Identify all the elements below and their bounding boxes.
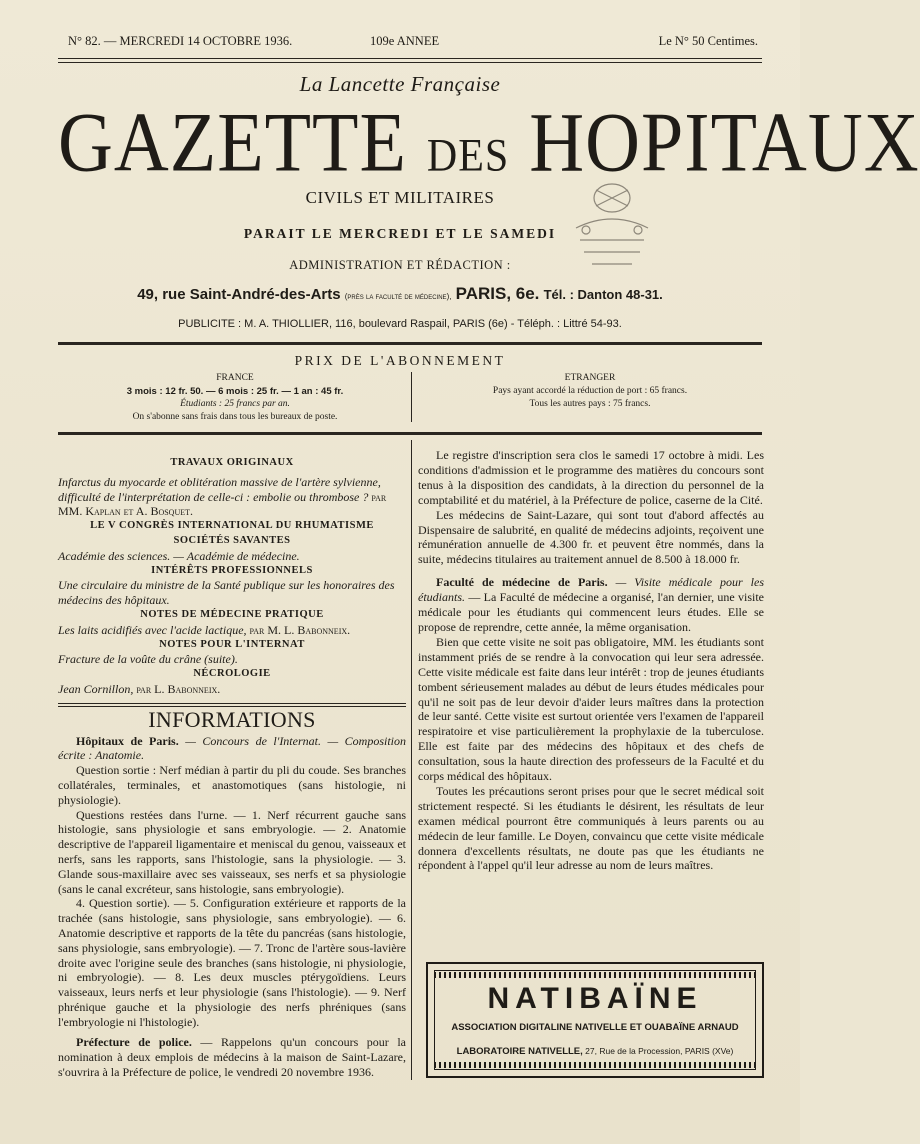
natibaine-advert [426, 962, 764, 1078]
masthead-word-gazette: GAZETTE [58, 95, 407, 190]
subscription-france [90, 372, 380, 424]
toc-item-title: Jean Cornillon, [58, 681, 134, 696]
toc-heading: NÉCROLOGIE [193, 668, 271, 680]
toc-item-authors: par MM. Kaplan et A. Bosquet. [58, 489, 387, 519]
toc-heading: TRAVAUX ORIGINAUX [170, 457, 294, 468]
etranger-line1: Pays ayant accordé la réduction de port : 65 francs. [492, 386, 688, 396]
toc-heading: LE V CONGRÈS INTERNATIONAL DU RHUMATISME [90, 520, 374, 532]
toc-item: Fracture de la voûte du crâne (suite). [58, 652, 238, 667]
france-students: Étudiants : 25 francs par an. [180, 399, 290, 409]
issue-year: 109e ANNEE [370, 34, 440, 48]
column-divider [411, 440, 412, 1080]
questions-suite-paragraph: 4. Question sortie). — 5. Configuration extérieure et rapports de la trachée (sans histologie, sans physiologie, sans embryologie). — 6. Anatomie descriptive et rapports de la tête du pancréas (sans histologie, sans physiologie, sans embryologie). — 7. Tronc de l'artère sous-lavière droite avec l'origine seule des branches (sans histologie, ni physiologie, ni embryologie). — 8. Les deux muscles ptérygoïdiens. Leurs vaisseaux, leurs nerfs et leur physiologie (sans l'histologie). — 9. Nerf phrénique gauche et la physiologie des nerfs phréniques (sans l'embryologie ni l'histologie). [58, 896, 406, 1029]
question-sortie-paragraph: Question sortie : Nerf médian à partir du pli du coude. Ses branches collatérales, terminales, et anastomotiques (sans histologie, ni physiologie). [58, 763, 406, 807]
publicite-line: PUBLICITE : M. A. THIOLLIER, 116, boulevard Raspail, PARIS (6e) - Téléph. : Littré 54-93. [178, 318, 622, 330]
address-line [0, 284, 800, 304]
toc-item [58, 623, 406, 638]
header-rule [58, 58, 762, 59]
toc-heading: NOTES DE MÉDECINE PRATIQUE [140, 608, 324, 620]
toc-item-title: Infarctus du myocarde et oblitération massive de l'artère sylvienne, difficulté de l'interprétation de celle-ci : embolie ou thrombose ? [58, 474, 381, 504]
left-column [58, 452, 406, 1080]
header-rule-thin [58, 62, 762, 63]
hopitaux-paragraph [58, 734, 406, 764]
faculte-heading: Faculté de médecine de Paris. [436, 575, 608, 590]
toc-item: Académie des sciences. — Académie de médecine. [58, 548, 300, 563]
admin-line: ADMINISTRATION ET RÉDACTION : [289, 258, 511, 272]
advert-lab-address: 27, Rue de la Procession, PARIS (XVe) [585, 1046, 734, 1056]
toc-heading: INTÉRÊTS PROFESSIONNELS [151, 564, 313, 576]
address-telephone: Tél. : Danton 48-31. [543, 287, 663, 302]
france-prices: 3 mois : 12 fr. 50. — 6 mois : 25 fr. — 1 an : 45 fr. [126, 386, 344, 397]
prefecture-text: — Rappelons qu'un concours pour la nomination à deux emplois de médecins à la maison de Saint-Lazare, s'ouvrira à la Préfecture de police, le vendredi 20 novembre 1936. [58, 1035, 407, 1080]
issue-price: Le N° 50 Centimes. [658, 34, 758, 48]
masthead-bottom-rule [58, 342, 762, 345]
advert-border-pattern [434, 972, 756, 978]
registre-paragraph: Le registre d'inscription sera clos le samedi 17 octobre à midi. Les conditions d'admission et le programme des matières du concours sont tenus à la disposition des candidats, à la direction du personnel de la comptabilité et du matériel, à la Préfecture de police, caserne de la Cité. [418, 448, 764, 507]
table-of-contents [58, 456, 406, 697]
issue-line [62, 34, 758, 52]
subscription-divider [411, 372, 412, 422]
etranger-label: ETRANGER [564, 373, 616, 383]
france-note: On s'abonne sans frais dans tous les bureaux de poste. [132, 412, 338, 422]
masthead-word-hopitaux: HOPITAUX [529, 95, 920, 190]
toc-item-title: Les laits acidifiés avec l'acide lactique, [58, 622, 247, 637]
subscription-etranger [430, 372, 750, 411]
subscription-title: PRIX DE L'ABONNEMENT [294, 353, 506, 368]
address-note: (près la faculté de médecine), [344, 292, 452, 301]
toc-item: Une circulaire du ministre de la Santé publique sur les honoraires des médecins des hôpitaux. [58, 578, 395, 608]
toc-item-authors: par L. Babonneix. [136, 681, 221, 696]
address-city: PARIS, 6e. [455, 284, 540, 303]
prefecture-heading: Préfecture de police. [76, 1035, 192, 1050]
toc-item [58, 682, 406, 697]
toc-item [58, 475, 406, 519]
masthead-subtitle: CIVILS ET MILITAIRES [305, 188, 495, 207]
hopitaux-subheading: — Concours de l'Internat. — Composition écrite : Anatomie. [58, 733, 407, 763]
prefecture-paragraph [58, 1035, 406, 1079]
etranger-line2: Tous les autres pays : 75 francs. [529, 399, 651, 409]
advert-border-pattern [434, 1062, 756, 1068]
france-label: FRANCE [216, 373, 254, 383]
faculte-subheading: — Visite médicale pour les étudiants. [418, 575, 765, 605]
advert-tagline: ASSOCIATION DIGITALINE NATIVELLE ET OUABAÏNE ARNAUD [451, 1022, 739, 1033]
right-column [418, 448, 764, 873]
toc-item-authors: par M. L. Babonneix. [249, 622, 351, 637]
saint-lazare-paragraph: Les médecins de Saint-Lazare, qui sont tout d'abord affectés au Dispensaire de salubrité, en qualité de médecins adjoints, reçoivent une rémunération annuelle de 4.300 fr. et peuvent être nommés, dans la suite, médecins titulaires au traitement annuel de 8.500 à 18.000 fr. [418, 507, 764, 567]
faculte-paragraph [418, 575, 764, 635]
advert-lab-name: LABORATOIRE NATIVELLE, [456, 1046, 583, 1057]
visite-paragraph: Bien que cette visite ne soit pas obligatoire, MM. les étudiants sont instamment priés de se rendre à la convocation qui leur sera adressée. Cette visite médicale est faite dans leur intérêt : trop de jeunes étudiants tombent sérieusement malades au début de leurs études médicales pour qu'il ne soit pas de leur devoir d'aider leurs maîtres dans la protection de leur santé. Cette visite est surtout orientée vers l'examen de l'appareil respiratoire et vise particulièrement la prophylaxie de la tuberculose. Elle est faite par des médecins des hôpitaux et des chefs de consultation, sous la haute direction des professeurs de la Faculté et du corps médical des hôpitaux. [418, 634, 764, 784]
frequency-line: PARAIT LE MERCREDI ET LE SAMEDI [243, 226, 557, 241]
hopitaux-heading: Hôpitaux de Paris. [76, 733, 179, 748]
lancette-title: La Lancette Française [299, 72, 501, 96]
questions-urne-paragraph: Questions restées dans l'urne. — 1. Nerf récurrent gauche sans histologie, sans physiologie et sans embryologie. — 2. Anatomie descriptive de l'appareil ligamentaire et meniscal du genou, vaisseaux et nerfs, sans les rapports, sans l'histologie, sans la physiologie. — 3. Glande sous-maxillaire avec ses vaisseaux, ses nerfs et sa physiologie (sans le canal excréteur, sans histologie, sans embryologie). [58, 807, 406, 896]
advert-laboratory [428, 1046, 762, 1057]
issue-number: N° 82. — MERCREDI 14 OCTOBRE 1936. [68, 34, 293, 48]
masthead-word-des: DES [426, 130, 510, 182]
faculte-text: — La Faculté de médecine a organisé, l'an dernier, une visite médicale pour les étudiants qui commencent leurs études. Elle se propose de reprendre, cette année, la même organisation. [418, 590, 765, 634]
informations-title: INFORMATIONS [148, 706, 316, 732]
advert-brand: NATIBAÏNE [487, 982, 703, 1015]
precautions-paragraph: Toutes les précautions seront prises pour que le secret médical soit strictement respecté. Si les étudiants le désirent, les résultats de leur examen médical pourront être communiqués à leurs parents ou au médecin de leur famille. Le Doyen, convaincu que cette visite médicale donnera d'excellents résultats, ne doute pas que les étudiants ne répondent à l'appel qu'il leur adresse au nom de leurs maîtres. [418, 783, 764, 873]
address-street: 49, rue Saint-André-des-Arts [137, 286, 341, 303]
toc-heading: SOCIÉTÉS SAVANTES [173, 534, 291, 546]
toc-heading: NOTES POUR L'INTERNAT [159, 638, 305, 650]
subscription-bottom-rule [58, 432, 762, 435]
